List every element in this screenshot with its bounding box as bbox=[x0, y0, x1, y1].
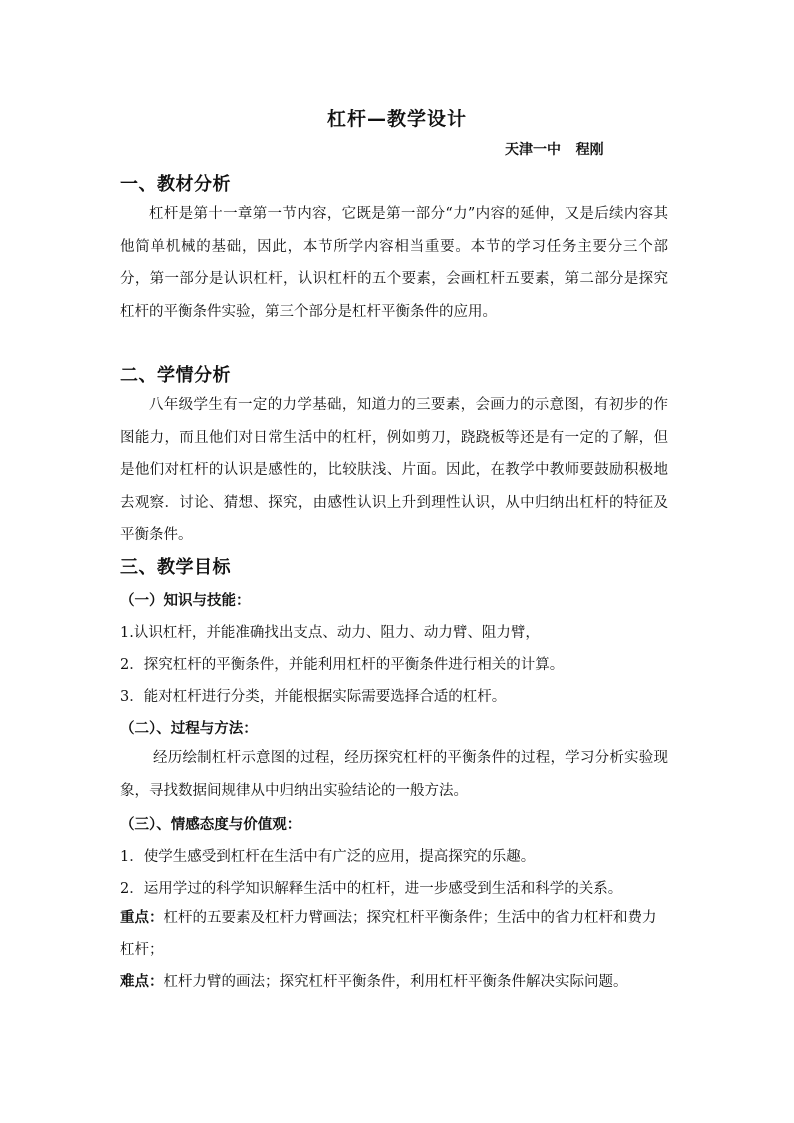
key-points bbox=[120, 902, 668, 966]
subheading-process-methods: （二）、过程与方法： bbox=[120, 720, 258, 737]
subheading-knowledge-skills: （一）知识与技能： bbox=[120, 592, 251, 609]
paragraph-process-methods: 经历绘制杠杆示意图的过程，经历探究杠杆的平衡条件的过程，学习分析实验现象，寻找数据间规律从中归纳出实验结论的一般方法。 bbox=[120, 750, 668, 799]
difficult-points-label: 难点： bbox=[120, 974, 164, 990]
document-author: 天津一中 程刚 bbox=[505, 142, 604, 158]
section-paragraph-learner-analysis: 八年级学生有一定的力学基础，知道力的三要素，会画力的示意图，有初步的作图能力，而且他们对日常生活中的杠杆，例如剪刀，跷跷板等还是有一定的了解，但是他们对杠杆的认识是感性的，比较肤浅、片面。因此，在教学中教师要鼓励积极地去观察．讨论、猜想、探究，由感性认识上升到理性认识，从中归纳出杠杆的特征及平衡条件。 bbox=[120, 397, 668, 543]
key-points-text: 杠杆的五要素及杠杆力臂画法；探究杠杆平衡条件；生活中的省力杠杆和费力杠杆； bbox=[120, 910, 657, 958]
difficult-points bbox=[120, 966, 668, 998]
objective-item: 1．使学生感受到杠杆在生活中有广泛的应用，提高探究的乐趣。 bbox=[120, 849, 536, 865]
difficult-points-text: 杠杆力臂的画法；探究杠杆平衡条件，利用杠杆平衡条件解决实际问题。 bbox=[163, 974, 628, 990]
section-heading-learner-analysis: 二、学情分析 bbox=[120, 365, 231, 386]
objective-item: 2．运用学过的科学知识解释生活中的杠杆，进一步感受到生活和科学的关系。 bbox=[120, 881, 623, 897]
section-paragraph-textbook-analysis: 杠杆是第十一章第一节内容，它既是第一部分“力”内容的延伸，又是后续内容其他简单机械的基础，因此，本节所学内容相当重要。本节的学习任务主要分三个部分，第一部分是认识杠杆，认识杠杆的五个要素，会画杠杆五要素，第二部分是探究杠杆的平衡条件实验，第三个部分是杠杆平衡条件的应用。 bbox=[120, 206, 668, 320]
section-heading-teaching-objectives: 三、教学目标 bbox=[120, 557, 231, 578]
objective-item: 1.认识杠杆，并能准确找出支点、动力、阻力、动力臂、阻力臂， bbox=[120, 625, 540, 641]
key-points-label: 重点： bbox=[120, 910, 164, 926]
section-heading-textbook-analysis: 一、教材分析 bbox=[120, 174, 231, 195]
document-title: 杠杆—教学设计 bbox=[326, 108, 467, 130]
subheading-emotional-values: （三）、情感态度与价值观： bbox=[120, 816, 302, 833]
objective-item: 3．能对杠杆进行分类，并能根据实际需要选择合适的杠杆。 bbox=[120, 689, 507, 705]
objective-item: 2．探究杠杆的平衡条件，并能利用杠杆的平衡条件进行相关的计算。 bbox=[120, 657, 565, 673]
